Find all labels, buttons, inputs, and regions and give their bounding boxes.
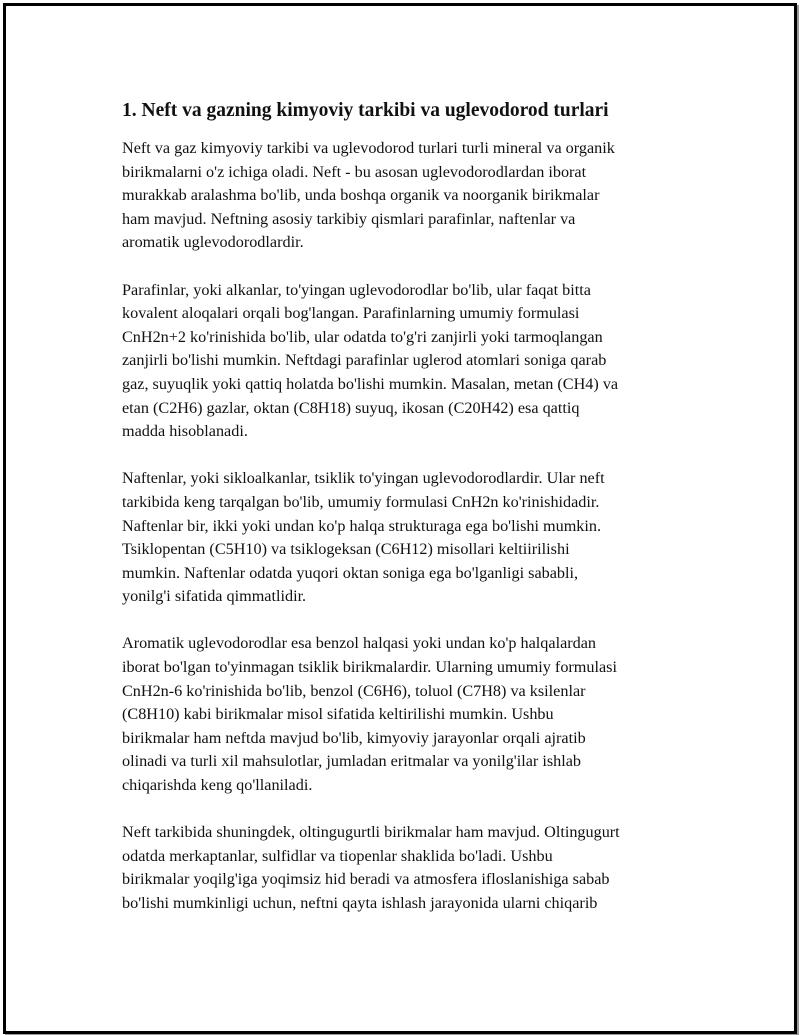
text-line: bo'lishi mumkinligi uchun, neftni qayta ishlash jarayonida ularni chiqarib	[122, 894, 598, 912]
text-line: birikmalarni o'z ichiga oladi. Neft - bu asosan uglevodorodlardan iborat	[122, 162, 587, 181]
paragraph-aromatics	[122, 632, 702, 797]
text-line: murakkab aralashma bo'lib, unda boshqa organik va noorganik birikmalar	[122, 186, 600, 205]
text-line: Naftenlar, yoki sikloalkanlar, tsiklik to'yingan uglevodorodlardir. Ular neft	[122, 469, 605, 488]
document-content	[122, 98, 702, 939]
text-line: ham mavjud. Neftning asosiy tarkibiy qismlari parafinlar, naftenlar va	[122, 209, 576, 228]
text-line: olinadi va turli xil mahsulotlar, jumladan eritmalar va yonilg'ilar ishlab	[122, 752, 582, 771]
text-line: etan (C2H6) gazlar, oktan (C8H18) suyuq, ikosan (C20H42) esa qattiq	[122, 398, 580, 417]
text-line: yonilg'i sifatida qimmatlidir.	[122, 587, 307, 606]
text-line: odatda merkaptanlar, sulfidlar va tiopenlar shaklida bo'ladi. Ushbu	[122, 846, 553, 865]
text-line: Tsiklopentan (C5H10) va tsiklogeksan (C6H12) misollari keltiirilishi	[122, 540, 570, 559]
paragraph-composition	[122, 137, 702, 255]
text-line: aromatik uglevodorodlardir.	[122, 233, 304, 252]
paragraph-paraffins	[122, 279, 702, 444]
text-line: Aromatik uglevodorodlar esa benzol halqasi yoki undan ko'p halqalardan	[122, 634, 597, 653]
text-line: Parafinlar, yoki alkanlar, to'yingan uglevodorodlar bo'lib, ular faqat bitta	[122, 280, 591, 299]
paragraph-sulfur-compounds	[122, 821, 702, 915]
text-line: chiqarishda keng qo'llaniladi.	[122, 776, 313, 795]
text-line: tarkibida keng tarqalgan bo'lib, umumiy formulasi CnH2n ko'rinishidadir.	[122, 492, 600, 511]
text-line: madda hisoblanadi.	[122, 422, 248, 441]
paragraph-naphthenes	[122, 467, 702, 609]
text-line: mumkin. Naftenlar odatda yuqori oktan soniga ega bo'lganligi sababli,	[122, 563, 579, 582]
text-line: (C8H10) kabi birikmalar misol sifatida keltirilishi mumkin. Ushbu	[122, 705, 554, 724]
text-line: CnH2n+2 ko'rinishida bo'lib, ular odatda to'g'ri zanjirli yoki tarmoqlangan	[122, 327, 603, 346]
text-line: birikmalar ham neftda mavjud bo'lib, kimyoviy jarayonlar orqali ajratib	[122, 728, 586, 747]
text-line: CnH2n-6 ko'rinishida bo'lib, benzol (C6H6), toluol (C7H8) va ksilenlar	[122, 681, 586, 700]
section-heading: 1. Neft va gazning kimyoviy tarkibi va uglevodorod turlari	[122, 100, 609, 121]
text-line: birikmalar yoqilg'iga yoqimsiz hid beradi va atmosfera ifloslanishiga sabab	[122, 870, 610, 889]
document-page	[3, 3, 797, 1034]
text-line: gaz, suyuqlik yoki qattiq holatda bo'lishi mumkin. Masalan, metan (CH4) va	[122, 374, 619, 393]
text-line: iborat bo'lgan to'yinmagan tsiklik birikmalardir. Ularning umumiy formulasi	[122, 658, 617, 677]
text-line: Neft va gaz kimyoviy tarkibi va uglevodorod turlari turli mineral va organik	[122, 139, 615, 157]
text-line: Neft tarkibida shuningdek, oltingugurtli birikmalar ham mavjud. Oltingugurt	[122, 823, 620, 842]
text-line: kovalent aloqalari orqali bog'langan. Parafinlarning umumiy formulasi	[122, 304, 580, 323]
text-line: zanjirli bo'lishi mumkin. Neftdagi parafinlar uglerod atomlari soniga qarab	[122, 351, 607, 370]
text-line: Naftenlar bir, ikki yoki undan ko'p halqa strukturaga ega bo'lishi mumkin.	[122, 516, 602, 535]
